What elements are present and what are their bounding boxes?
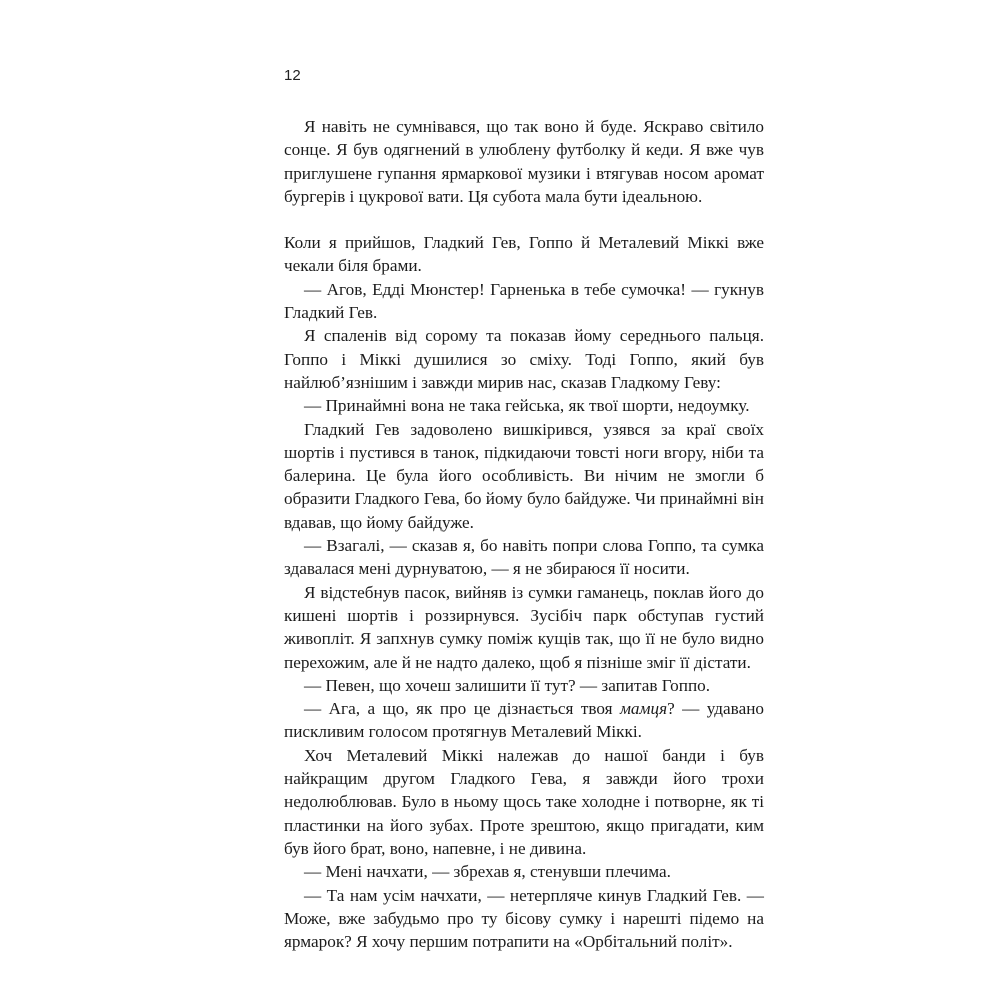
paragraph: Гладкий Гев задоволено вишкірився, узявся за краї своїх шортів і пустився в танок, підкидаючи товсті ноги вгору, ніби та балерина. Це була його особливість. Ви нічим не змогли б образити Гладкого Гева, бо йому було байдуже. Чи принаймні він вдавав, що йому байдуже. — [284, 419, 764, 532]
page-number: 12 — [284, 67, 301, 84]
paragraph: — Взагалі, — сказав я, бо навіть попри слова Гоппо, та сумка здавалася мені дурнуватою, — я не збираюся її носити. — [284, 536, 764, 579]
paragraph: Коли я прийшов, Гладкий Гев, Гоппо й Металевий Міккі вже чекали біля брами. — [284, 233, 764, 276]
emphasized-word: мамця — [619, 699, 668, 719]
paragraph — [284, 697, 764, 744]
paragraph: — Та нам усім начхати, — нетерпляче кинув Гладкий Гев. — Може, вже забудьмо про ту бісову сумку і нарешті підемо на ярмарок? Я хочу першим потрапити на «Орбітальний політ». — [284, 885, 764, 952]
body-text — [284, 115, 764, 953]
paragraph: Я відстебнув пасок, вийняв із сумки гаманець, поклав його до кишені шортів і роззирнувся. Зусібіч парк обступав густий живопліт. Я запхнув сумку поміж кущів так, що її не було видно перехожим, але й не надто далеко, щоб я пізніше зміг її дістати. — [284, 582, 764, 672]
paragraph: — Мені начхати, — збрехав я, стенувши плечима. — [304, 862, 671, 882]
paragraph: Хоч Металевий Міккі належав до нашої банди і був найкращим другом Гладкого Гева, я завжди його трохи недолюблював. Було в ньому щось таке холодне і потворне, як ті пластинки на його зубах. Проте зрештою, якщо пригадати, ким був його брат, воно, напевне, і не дивина. — [284, 745, 764, 858]
paragraph-text: — Ага, а що, як про це дізнається твоя — [304, 699, 620, 719]
paragraph: — Принаймні вона не така гейська, як твої шорти, недоумку. — [304, 396, 750, 416]
paragraph: — Агов, Едді Мюнстер! Гарненька в тебе сумочка! — гукнув Гладкий Гев. — [284, 279, 764, 323]
paragraph-text: ? — удавано пискливим голосом протягнув Металевий Міккі. — [284, 699, 764, 742]
paragraph: — Певен, що хочеш залишити її тут? — запитав Гоппо. — [304, 675, 711, 695]
paragraph: Я навіть не сумнівався, що так воно й буде. Яскраво світило сонце. Я був одягнений в улюблену футболку й кеди. Я вже чув приглушене гупання ярмаркової музики і втягував носом аромат бургерів і цукрової вати. Ця субота мала бути ідеальною. — [284, 117, 764, 206]
paragraph: Я спаленів від сорому та показав йому середнього пальця. Гоппо і Міккі душилися зо сміху. Тоді Гоппо, який був найлюб’язнішим і завжди мирив нас, сказав Гладкому Геву: — [284, 326, 764, 392]
